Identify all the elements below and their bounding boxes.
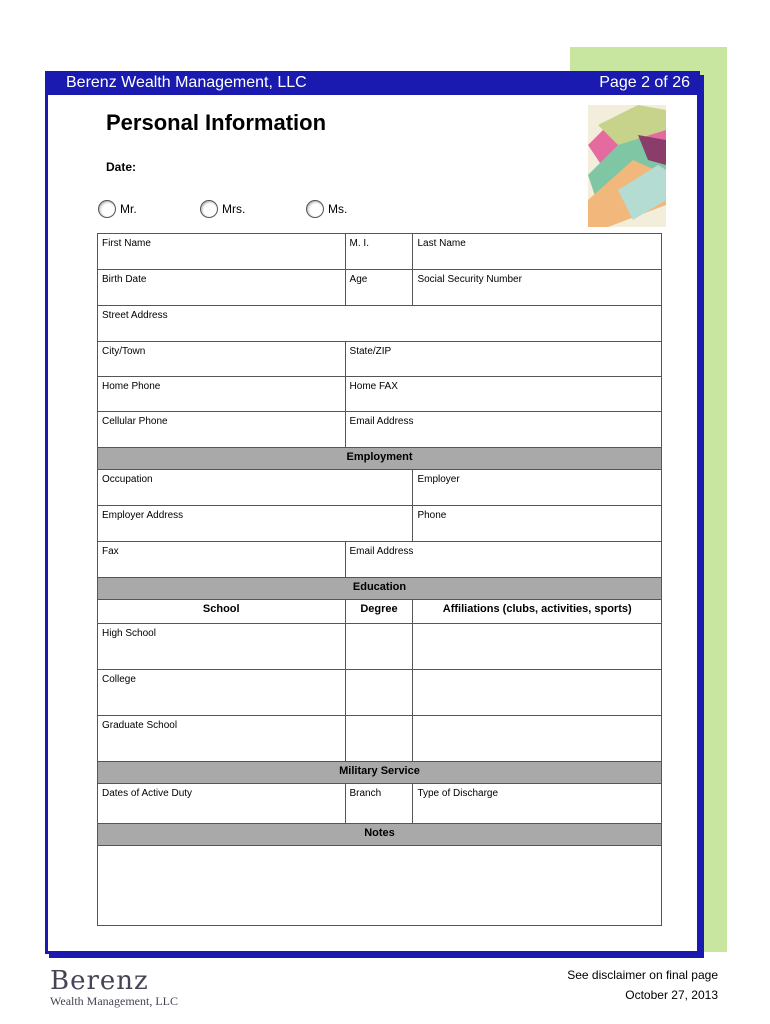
first-name-field[interactable]: First Name — [98, 234, 346, 270]
company-logo — [50, 968, 178, 1009]
college-field[interactable]: College — [98, 670, 346, 716]
cell-phone-field[interactable]: Cellular Phone — [98, 412, 346, 448]
age-field[interactable]: Age — [345, 270, 413, 306]
salutation-mr[interactable] — [98, 200, 137, 218]
active-duty-dates-field[interactable]: Dates of Active Duty — [98, 784, 346, 824]
disclaimer-note: See disclaimer on final page — [567, 968, 718, 982]
high-school-affiliations-field[interactable] — [413, 624, 662, 670]
notes-field[interactable] — [98, 846, 662, 926]
affiliations-column-header: Affiliations (clubs, activities, sports) — [413, 600, 662, 624]
branch-field[interactable]: Branch — [345, 784, 413, 824]
salutation-mrs[interactable] — [200, 200, 245, 218]
logo-wordmark: Berenz — [50, 966, 149, 996]
radio-circle-icon[interactable] — [306, 200, 324, 218]
footer-date: October 27, 2013 — [625, 988, 718, 1002]
graduate-degree-field[interactable] — [345, 716, 413, 762]
home-phone-field[interactable]: Home Phone — [98, 377, 346, 412]
employment-table — [97, 469, 662, 926]
notes-header: Notes — [98, 824, 662, 846]
college-degree-field[interactable] — [345, 670, 413, 716]
radio-circle-icon[interactable] — [98, 200, 116, 218]
radio-label: Ms. — [328, 202, 348, 216]
graduate-affiliations-field[interactable] — [413, 716, 662, 762]
employer-fax-field[interactable]: Fax — [98, 542, 346, 578]
radio-circle-icon[interactable] — [200, 200, 218, 218]
state-zip-field[interactable]: State/ZIP — [345, 342, 661, 377]
mi-field[interactable]: M. I. — [345, 234, 413, 270]
last-name-field[interactable]: Last Name — [413, 234, 662, 270]
radio-label: Mrs. — [222, 202, 246, 216]
birth-date-field[interactable]: Birth Date — [98, 270, 346, 306]
company-name: Berenz Wealth Management, LLC — [66, 74, 307, 91]
page-number: Page 2 of 26 — [599, 74, 690, 91]
employer-field[interactable]: Employer — [413, 470, 662, 506]
occupation-field[interactable]: Occupation — [98, 470, 413, 506]
radio-label: Mr. — [120, 202, 137, 216]
high-school-field[interactable]: High School — [98, 624, 346, 670]
employer-phone-field[interactable]: Phone — [413, 506, 662, 542]
header-bar — [48, 71, 700, 95]
discharge-type-field[interactable]: Type of Discharge — [413, 784, 662, 824]
degree-column-header: Degree — [345, 600, 413, 624]
employer-address-field[interactable]: Employer Address — [98, 506, 413, 542]
school-column-header: School — [98, 600, 346, 624]
logo-subtitle: Wealth Management, LLC — [50, 994, 178, 1008]
city-field[interactable]: City/Town — [98, 342, 346, 377]
education-header: Education — [98, 578, 662, 600]
page-title: Personal Information — [106, 110, 327, 135]
home-fax-field[interactable]: Home FAX — [345, 377, 661, 412]
graduate-school-field[interactable]: Graduate School — [98, 716, 346, 762]
military-header: Military Service — [98, 762, 662, 784]
street-address-field[interactable]: Street Address — [98, 306, 662, 342]
salutation-ms[interactable] — [306, 200, 347, 218]
employer-email-field[interactable]: Email Address — [345, 542, 662, 578]
personal-info-table — [97, 233, 662, 470]
college-affiliations-field[interactable] — [413, 670, 662, 716]
employment-header: Employment — [98, 448, 662, 470]
folders-photo — [588, 105, 666, 227]
email-field[interactable]: Email Address — [345, 412, 661, 448]
date-label: Date: — [106, 160, 137, 174]
ssn-field[interactable]: Social Security Number — [413, 270, 662, 306]
high-school-degree-field[interactable] — [345, 624, 413, 670]
